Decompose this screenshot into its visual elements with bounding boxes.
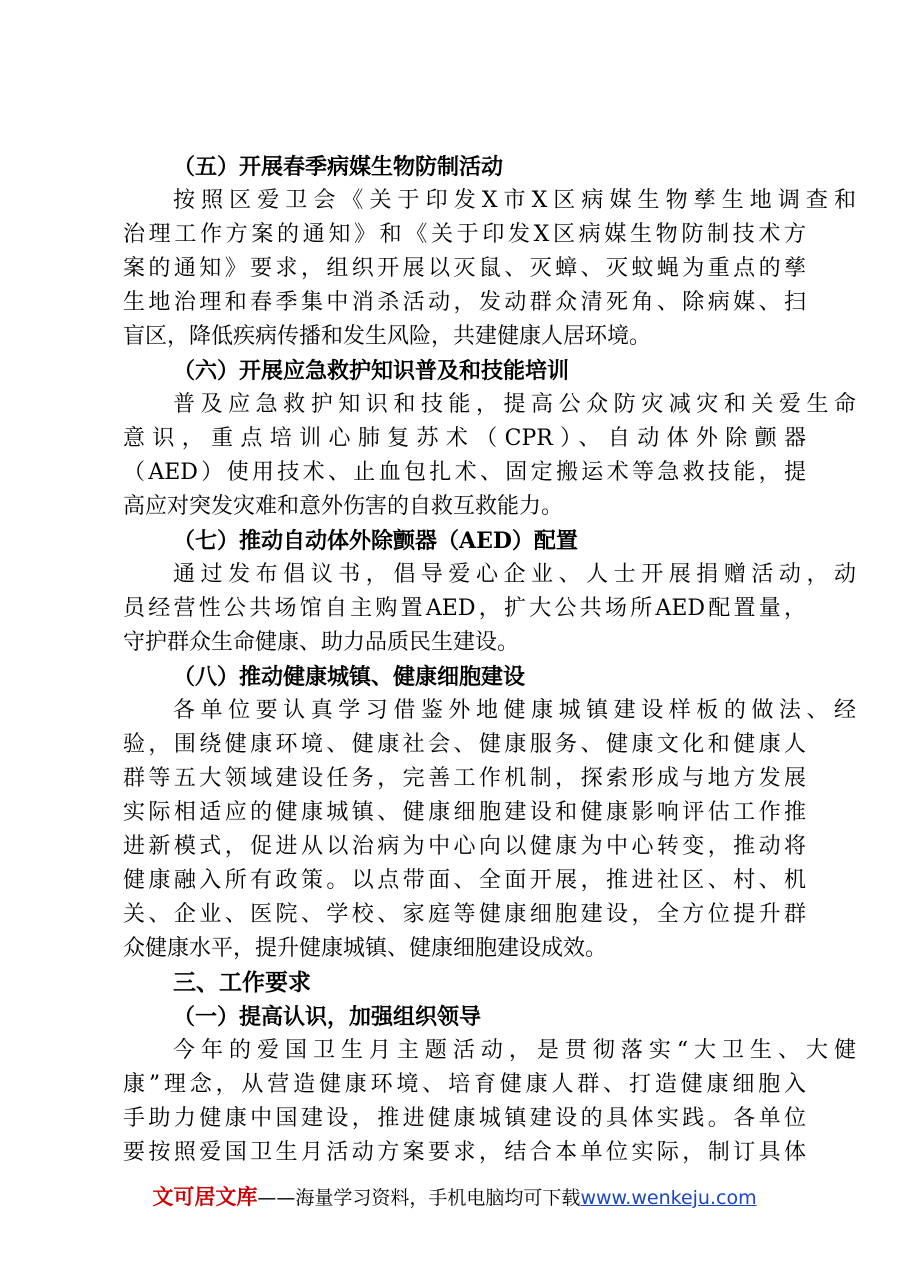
footer-banner — [0, 1183, 909, 1212]
paragraph-line: 按照区爱卫会《关于印发X市X区病媒生物孳生地调查和 — [173, 188, 856, 213]
paragraph-line: （AED）使用技术、止血包扎术、固定搬运术等急救技能，提 — [123, 460, 806, 485]
paragraph-line: 群等五大领域建设任务，完善工作机制，探索形成与地方发展 — [123, 766, 806, 791]
paragraph-line: 员经营性公共场馆自主购置AED，扩大公共场所AED配置量， — [123, 596, 806, 621]
paragraph-line: 高应对突发灾难和意外伤害的自救互救能力。 — [123, 494, 564, 519]
paragraph-line: 今年的爱国卫生月主题活动，是贯彻落实“大卫生、大健 — [173, 1038, 856, 1063]
paragraph-line: 康”理念，从营造健康环境、培育健康人群、打造健康细胞入 — [123, 1072, 806, 1097]
paragraph-line: 验，围绕健康环境、健康社会、健康服务、健康文化和健康人 — [123, 732, 806, 757]
section-heading-7: （七）推动自动体外除颤器（AED）配置 — [173, 528, 578, 554]
paragraph-line: 实际相适应的健康城镇、健康细胞建设和健康影响评估工作推 — [123, 800, 806, 825]
paragraph-line: 守护群众生命健康、助力品质民生建设。 — [123, 630, 520, 655]
paragraph-line: 盲区，降低疾病传播和发生风险，共建健康人居环境。 — [123, 324, 652, 349]
section-heading-1: （一）提高认识，加强组织领导 — [173, 1004, 482, 1030]
paragraph-line: 进新模式，促进从以治病为中心向以健康为中心转变，推动将 — [123, 834, 806, 859]
section-heading-8: （八）推动健康城镇、健康细胞建设 — [173, 664, 526, 690]
paragraph-line: 健康融入所有政策。以点带面、全面开展，推进社区、村、机 — [123, 868, 806, 893]
chapter-heading-requirements: 三、工作要求 — [173, 969, 311, 996]
paragraph-line: 各单位要认真学习借鉴外地健康城镇建设样板的做法、经 — [173, 698, 856, 723]
paragraph-line: 众健康水平，提升健康城镇、健康细胞建设成效。 — [123, 936, 608, 961]
paragraph-line: 生地治理和春季集中消杀活动，发动群众清死角、除病媒、扫 — [123, 290, 806, 315]
paragraph-line: 案的通知》要求，组织开展以灭鼠、灭蟑、灭蚊蝇为重点的孳 — [123, 256, 806, 281]
footer-slogan: ——海量学习资料，手机电脑均可下载 — [257, 1187, 581, 1209]
paragraph-line: 关、企业、医院、学校、家庭等健康细胞建设，全方位提升群 — [123, 902, 806, 927]
paragraph-line: 治理工作方案的通知》和《关于印发X区病媒生物防制技术方 — [123, 222, 806, 247]
paragraph-line: 普及应急救护知识和技能，提高公众防灾减灾和关爱生命 — [173, 392, 856, 417]
section-heading-6: （六）开展应急救护知识普及和技能培训 — [173, 358, 570, 384]
paragraph-line: 要按照爱国卫生月活动方案要求，结合本单位实际，制订具体 — [123, 1140, 806, 1165]
footer-url-link[interactable]: www.wenkeju.com — [580, 1187, 757, 1209]
footer-brand: 文可居文库 — [152, 1185, 258, 1209]
section-heading-5: （五）开展春季病媒生物防制活动 — [173, 154, 504, 180]
paragraph-line: 意识，重点培训心肺复苏术（CPR）、自动体外除颤器 — [123, 426, 806, 451]
paragraph-line: 通过发布倡议书，倡导爱心企业、人士开展捐赠活动，动 — [173, 562, 856, 587]
paragraph-line: 手助力健康中国建设，推进健康城镇建设的具体实践。各单位 — [123, 1106, 806, 1131]
